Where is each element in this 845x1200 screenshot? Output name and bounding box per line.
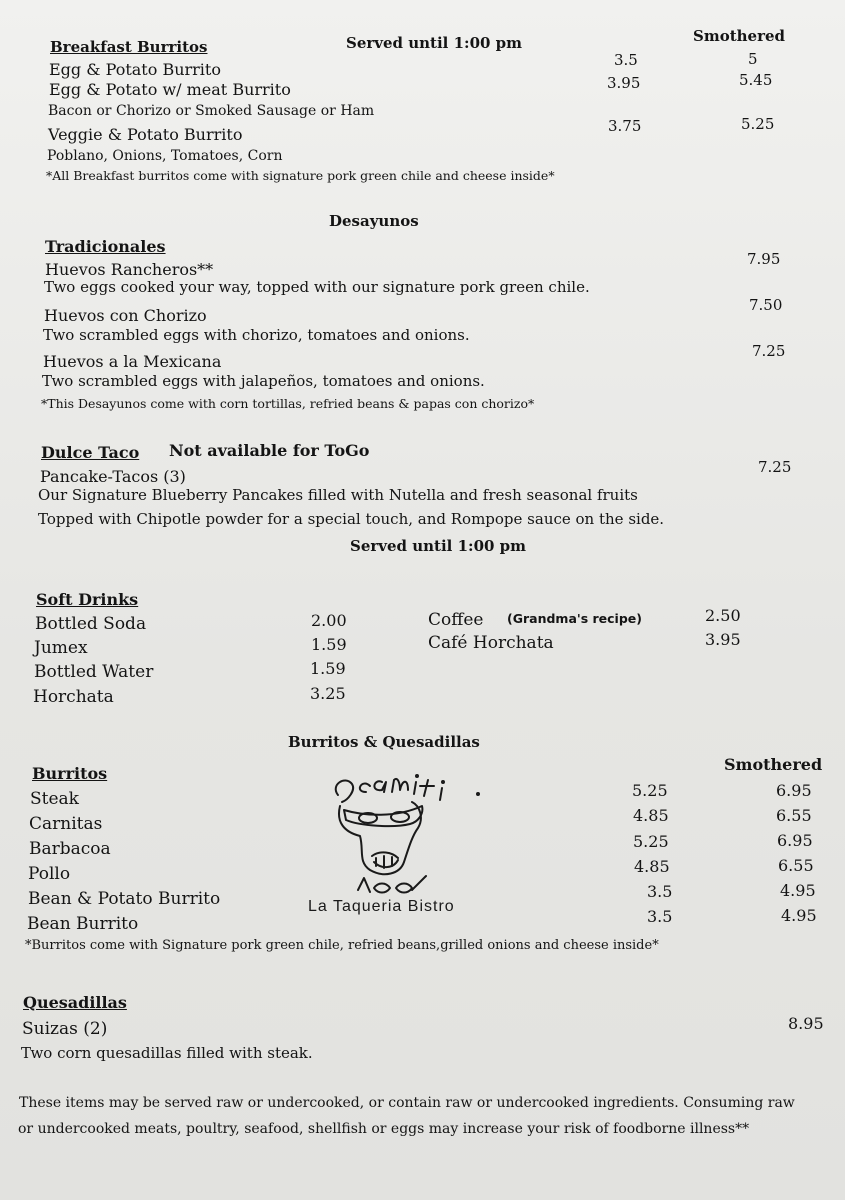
menu-item-description: Our Signature Blueberry Pancakes filled with Nutella and fresh seasonal fruits bbox=[38, 486, 638, 504]
soft-drinks-heading: Soft Drinks bbox=[36, 590, 139, 609]
menu-item-smothered-price: 6.55 bbox=[778, 856, 814, 875]
menu-item-name: Pollo bbox=[28, 864, 71, 884]
menu-item-smothered-price: 5.25 bbox=[741, 115, 775, 133]
drink-price: 2.50 bbox=[705, 606, 741, 625]
drink-name: Bottled Soda bbox=[35, 614, 147, 634]
health-disclaimer-line1: These items may be served raw or undercooked, or contain raw or undercooked ingredients. Consuming raw bbox=[19, 1095, 795, 1111]
menu-item-description: Two eggs cooked your way, topped with our signature pork green chile. bbox=[44, 278, 590, 296]
drink-price: 1.59 bbox=[310, 659, 346, 678]
menu-item-name: Steak bbox=[30, 789, 79, 809]
menu-item-price: 7.25 bbox=[752, 342, 786, 360]
menu-item-price: 7.50 bbox=[749, 296, 783, 314]
drink-name: Bottled Water bbox=[34, 662, 154, 682]
menu-item-name: Suizas (2) bbox=[22, 1019, 108, 1039]
health-disclaimer-line2: or undercooked meats, poultry, seafood, shellfish or eggs may increase your risk of foodborne illness** bbox=[18, 1121, 750, 1137]
menu-item-name: Egg & Potato w/ meat Burrito bbox=[49, 80, 291, 99]
breakfast-burritos-heading: Breakfast Burritos bbox=[50, 38, 208, 56]
breakfast-footnote: *All Breakfast burritos come with signature pork green chile and cheese inside* bbox=[46, 168, 555, 183]
menu-item-smothered-price: 6.95 bbox=[777, 831, 813, 850]
menu-item-price: 7.95 bbox=[747, 250, 781, 268]
menu-item-smothered-price: 4.95 bbox=[781, 906, 817, 925]
burritos-footnote: *Burritos come with Signature pork green chile, refried beans,grilled onions and cheese inside* bbox=[25, 938, 659, 953]
section-title-burritos-quesadillas: Burritos & Quesadillas bbox=[288, 733, 480, 751]
menu-item-price: 5.25 bbox=[632, 781, 668, 800]
dulce-served-note: Served until 1:00 pm bbox=[350, 537, 527, 555]
menu-item-name: Bean & Potato Burrito bbox=[28, 889, 221, 909]
menu-item-smothered-price: 5 bbox=[748, 50, 758, 68]
menu-item-name: Egg & Potato Burrito bbox=[49, 60, 221, 79]
menu-item-price: 3.5 bbox=[614, 51, 638, 69]
menu-item-description: Two corn quesadillas filled with steak. bbox=[21, 1044, 313, 1062]
menu-item-name: Huevos a la Mexicana bbox=[43, 352, 222, 371]
burritos-heading: Burritos bbox=[32, 764, 108, 783]
menu-item-price: 3.95 bbox=[607, 74, 641, 92]
menu-item-description: Poblano, Onions, Tomatoes, Corn bbox=[47, 148, 283, 164]
menu-item-price: 3.5 bbox=[647, 882, 673, 901]
dulce-taco-heading: Dulce Taco bbox=[41, 443, 140, 462]
drink-price: 2.00 bbox=[311, 611, 347, 630]
breakfast-smothered-label: Smothered bbox=[693, 27, 786, 45]
drink-price: 3.25 bbox=[310, 684, 346, 703]
breakfast-served-note: Served until 1:00 pm bbox=[346, 34, 523, 52]
menu-item-description: Two scrambled eggs with chorizo, tomatoes and onions. bbox=[43, 326, 470, 344]
menu-item-description: Two scrambled eggs with jalapeños, tomatoes and onions. bbox=[42, 372, 485, 390]
menu-item-price: 4.85 bbox=[633, 806, 669, 825]
menu-item-price: 8.95 bbox=[788, 1014, 824, 1033]
drink-name: Café Horchata bbox=[428, 633, 554, 653]
logo-subtitle: La Taqueria Bistro bbox=[308, 898, 455, 915]
menu-item-price: 5.25 bbox=[633, 832, 669, 851]
menu-item-name: Huevos Rancheros** bbox=[45, 260, 214, 279]
menu-item-name: Pancake-Tacos (3) bbox=[40, 467, 186, 486]
menu-item-name: Carnitas bbox=[29, 814, 103, 834]
menu-item-price: 3.5 bbox=[647, 907, 673, 926]
menu-item-name: Bean Burrito bbox=[27, 914, 139, 934]
menu-item-smothered-price: 6.95 bbox=[776, 781, 812, 800]
drink-name: Coffee bbox=[428, 610, 484, 630]
menu-item-smothered-price: 6.55 bbox=[776, 806, 812, 825]
menu-item-price: 3.75 bbox=[608, 117, 642, 135]
drink-name: Horchata bbox=[33, 687, 114, 707]
menu-item-name: Veggie & Potato Burrito bbox=[48, 125, 243, 144]
quesadillas-heading: Quesadillas bbox=[23, 993, 127, 1012]
menu-item-price: 4.85 bbox=[634, 857, 670, 876]
burritos-smothered-label: Smothered bbox=[724, 755, 823, 774]
tradicionales-heading: Tradicionales bbox=[45, 237, 166, 256]
desayunos-footnote: *This Desayunos come with corn tortillas, refried beans & papas con chorizo* bbox=[41, 396, 535, 411]
section-title-desayunos: Desayunos bbox=[329, 212, 419, 230]
taqueria-logo bbox=[300, 770, 500, 920]
menu-item-smothered-price: 4.95 bbox=[780, 881, 816, 900]
drink-price: 1.59 bbox=[311, 635, 347, 654]
menu-item-price: 7.25 bbox=[758, 458, 792, 476]
drink-note: (Grandma's recipe) bbox=[507, 611, 642, 626]
drink-price: 3.95 bbox=[705, 630, 741, 649]
togo-availability-note: Not available for ToGo bbox=[169, 441, 370, 460]
menu-item-name: Huevos con Chorizo bbox=[44, 306, 207, 325]
menu-item-description: Bacon or Chorizo or Smoked Sausage or Ham bbox=[48, 103, 375, 119]
drink-name: Jumex bbox=[34, 638, 88, 658]
menu-item-name: Barbacoa bbox=[29, 839, 111, 859]
menu-item-description: Topped with Chipotle powder for a special touch, and Rompope sauce on the side. bbox=[38, 510, 665, 528]
menu-item-smothered-price: 5.45 bbox=[739, 71, 773, 89]
